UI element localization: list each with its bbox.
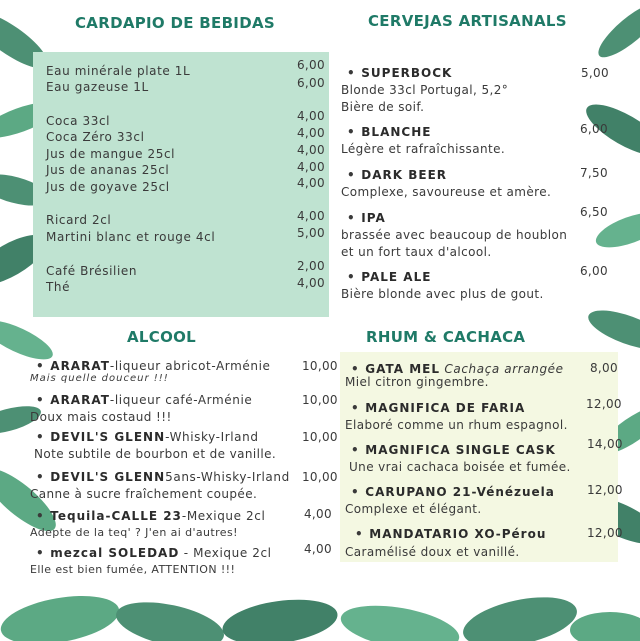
menu-item-price: 4,00	[304, 542, 332, 556]
menu-item-name: • DEVIL'S GLENN-Whisky-Irland	[36, 430, 259, 444]
menu-item-name: • PALE ALE	[347, 270, 432, 284]
menu-item-name: • MANDATARIO XO-Pérou	[355, 527, 547, 541]
menu-item-name: Eau gazeuse 1L	[46, 80, 149, 94]
menu-item-name: • Tequila-CALLE 23-Mexique 2cl	[36, 509, 266, 523]
menu-item-name: Jus de mangue 25cl	[46, 147, 176, 161]
menu-item-name: Coca Zéro 33cl	[46, 130, 145, 144]
menu-item-name: • IPA	[347, 211, 386, 225]
menu-item-description: Une vrai cachaca boisée et fumée.	[349, 460, 571, 474]
menu-item-name: Coca 33cl	[46, 114, 111, 128]
menu-item-price: 8,00	[590, 361, 618, 375]
menu-item-price: 14,00	[587, 437, 623, 451]
menu-item-description: Elle est bien fumée, ATTENTION !!!	[30, 563, 236, 576]
menu-item-price: 6,00	[580, 122, 608, 136]
menu-item-name: • DEVIL'S GLENN5ans-Whisky-Irland	[36, 470, 290, 484]
menu-item-name: • CARUPANO 21-Vénézuela	[351, 485, 555, 499]
menu-item-price: 10,00	[302, 430, 338, 444]
menu-item-price: 4,00	[297, 126, 325, 140]
menu-item-name: • MAGNIFICA SINGLE CASK	[351, 443, 556, 457]
menu-item-price: 4,00	[297, 176, 325, 190]
menu-item-price: 6,00	[297, 76, 325, 90]
menu-item-description: Note subtile de bourbon et de vanille.	[34, 447, 277, 461]
menu-item-price: 4,00	[297, 143, 325, 157]
menu-item-name: Café Brésilien	[46, 264, 138, 278]
menu-item-price: 4,00	[297, 209, 325, 223]
menu-item-price: 7,50	[580, 166, 608, 180]
menu-item-price: 10,00	[302, 393, 338, 407]
menu-item-description: Miel citron gingembre.	[345, 375, 489, 389]
menu-item-description: brassée avec beaucoup de houblon	[341, 228, 568, 242]
menu-item-name: Eau minérale plate 1L	[46, 64, 191, 78]
menu-item-name: • mezcal SOLEDAD - Mexique 2cl	[36, 546, 272, 560]
menu-item-price: 4,00	[297, 160, 325, 174]
menu-item-name: Martini blanc et rouge 4cl	[46, 230, 216, 244]
menu-item-description: Bière blonde avec plus de gout.	[341, 287, 544, 301]
menu-item-price: 6,00	[297, 58, 325, 72]
menu-item-name: • DARK BEER	[347, 168, 448, 182]
menu-item-description: Complexe, savoureuse et amère.	[341, 185, 552, 199]
menu-item-name: • MAGNIFICA DE FARIA	[351, 401, 526, 415]
menu-item-description: Complexe et élégant.	[345, 502, 482, 516]
menu-item-description: Mais quelle douceur !!!	[30, 373, 169, 384]
menu-item-description: Canne à sucre fraîchement coupée.	[30, 487, 258, 501]
menu-item-name: Thé	[46, 280, 71, 294]
menu-item-price: 4,00	[297, 109, 325, 123]
menu-item-price: 12,00	[587, 483, 623, 497]
menu-item-name: • SUPERBOCK	[347, 66, 453, 80]
menu-item-name: • ARARAT-liqueur café-Arménie	[36, 393, 253, 407]
section-title-cardapio: CARDAPIO DE BEBIDAS	[75, 14, 275, 32]
menu-item-description: Adepte de la teq' ? J'en ai d'autres!	[30, 526, 238, 539]
menu-item-name: Jus de goyave 25cl	[46, 180, 170, 194]
menu-item-price: 4,00	[297, 276, 325, 290]
menu-item-description: Caramélisé doux et vanillé.	[345, 545, 520, 559]
menu-item-description: Bière de soif.	[341, 100, 425, 114]
menu-item-price: 12,00	[587, 526, 623, 540]
menu-item-price: 6,50	[580, 205, 608, 219]
menu-item-price: 12,00	[586, 397, 622, 411]
menu-item-price: 10,00	[302, 470, 338, 484]
menu-item-description: Doux mais costaud !!!	[30, 410, 172, 424]
menu-item-description: Elaboré comme un rhum espagnol.	[345, 418, 568, 432]
menu-item-description: et un fort taux d'alcool.	[341, 245, 492, 259]
menu-item-name: • GATA MEL Cachaça arrangée	[351, 362, 564, 376]
menu-item-description: Légère et rafraîchissante.	[341, 142, 506, 156]
menu-item-price: 10,00	[302, 359, 338, 373]
menu-item-price: 2,00	[297, 259, 325, 273]
menu-item-name: • BLANCHE	[347, 125, 432, 139]
menu-item-name: Ricard 2cl	[46, 213, 112, 227]
menu-item-price: 5,00	[297, 226, 325, 240]
menu-item-price: 6,00	[580, 264, 608, 278]
menu-item-name: Jus de ananas 25cl	[46, 163, 170, 177]
section-title-alcool: ALCOOL	[127, 328, 197, 346]
menu-item-name: • ARARAT-liqueur abricot-Arménie	[36, 359, 271, 373]
menu-item-price: 5,00	[581, 66, 609, 80]
section-title-cervejas: CERVEJAS ARTISANALS	[368, 12, 567, 30]
section-title-rhum: RHUM & CACHACA	[366, 328, 526, 346]
menu-item-description: Blonde 33cl Portugal, 5,2°	[341, 83, 509, 97]
menu-item-price: 4,00	[304, 507, 332, 521]
